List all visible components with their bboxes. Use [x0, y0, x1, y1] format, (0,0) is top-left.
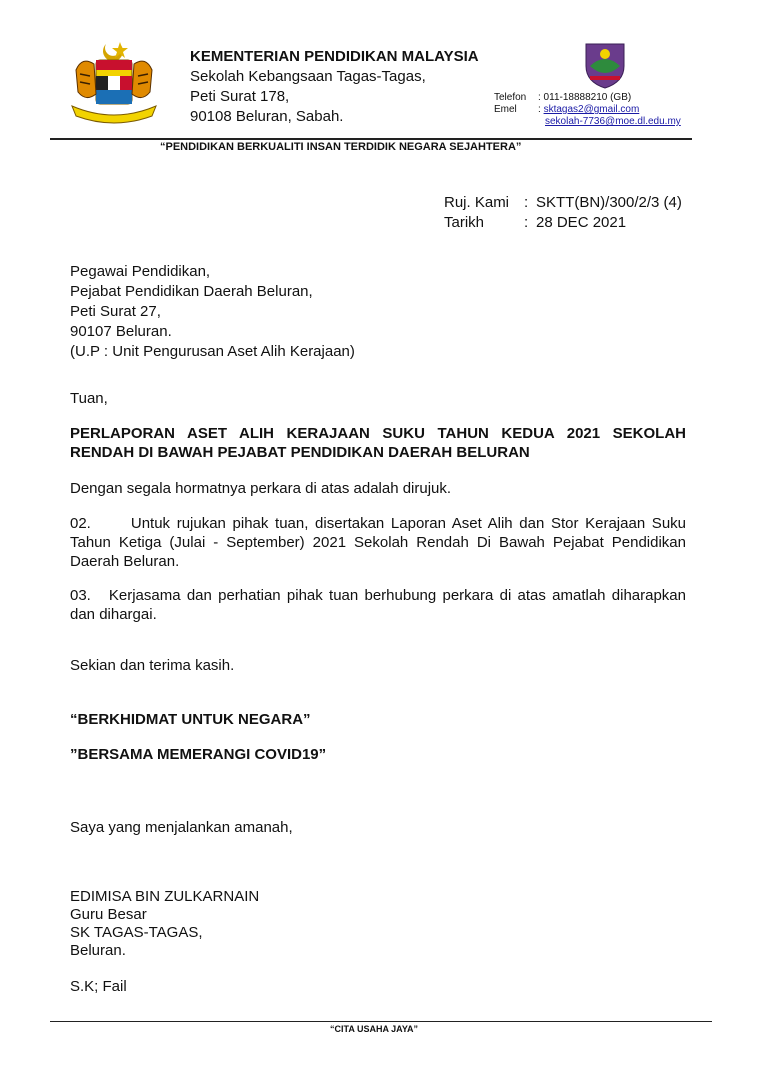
date-separator: :: [524, 214, 529, 231]
signature-block: [70, 888, 686, 960]
slogan-2: ”BERSAMA MEMERANGI COVID19”: [70, 746, 327, 763]
recipient-line: (U.P : Unit Pengurusan Aset Alih Kerajaan): [70, 343, 355, 360]
signatory-title: Guru Besar: [70, 906, 147, 923]
paragraph-3-text: Kerjasama dan perhatian pihak tuan berhubung perkara di atas amatlah diharapkan dan dihargai.: [70, 587, 686, 623]
recipient-line: Peti Surat 27,: [70, 303, 161, 320]
ministry-name: KEMENTERIAN PENDIDIKAN MALAYSIA: [190, 48, 479, 65]
signoff-line: Saya yang menjalankan amanah,: [70, 819, 293, 836]
paragraph-2-text: Untuk rujukan pihak tuan, disertakan Laporan Aset Alih dan Stor Kerajaan Suku Tahun Ketiga (Julai - September) 2021 Sekolah Rendah Di Bawah Pejabat Pendidikan Daerah Beluran.: [70, 515, 686, 570]
email-label: Emel: [494, 104, 517, 115]
recipient-line: Pejabat Pendidikan Daerah Beluran,: [70, 283, 313, 300]
subject: PERLAPORAN ASET ALIH KERAJAAN SUKU TAHUN KEDUA 2021 SEKOLAH RENDAH DI BAWAH PEJABAT PENDIDIKAN DAERAH BELURAN: [70, 425, 686, 461]
recipient-address: [70, 262, 355, 362]
date-label: Tarikh: [444, 214, 485, 231]
date-value: 28 DEC 2021: [536, 214, 627, 231]
school-shield-logo-icon: [580, 40, 630, 90]
signatory-school: SK TAGAS-TAGAS,: [70, 924, 203, 941]
signatory-place: Beluran.: [70, 942, 126, 959]
malaysia-coat-of-arms-icon: [66, 40, 162, 126]
recipient-line: 90107 Beluran.: [70, 323, 172, 340]
postcode-city: 90108 Beluran, Sabah.: [190, 108, 344, 125]
salutation: Tuan,: [70, 390, 108, 407]
footer-text: “CITA USAHA JAYA”: [330, 1024, 419, 1034]
phone-value: : 011-18888210 (GB): [538, 92, 632, 103]
motto-text: “PENDIDIKAN BERKUALITI INSAN TERDIDIK NEGARA SEJAHTERA”: [160, 141, 522, 153]
paragraph-2-number: 02.: [70, 515, 91, 532]
contact-labels: [494, 92, 526, 116]
ref-separator: :: [524, 194, 529, 211]
slogan-1: “BERKHIDMAT UNTUK NEGARA”: [70, 711, 311, 728]
phone-label: Telefon: [494, 92, 527, 103]
cc-line: S.K; Fail: [70, 978, 127, 995]
paragraph-3: [70, 586, 686, 624]
closing: Sekian dan terima kasih.: [70, 657, 235, 674]
paragraph-2: [70, 514, 686, 571]
email-link-2[interactable]: sekolah-7736@moe.dl.edu.my: [545, 116, 681, 127]
contact-values: : 011-18888210 (GB) : sktagas2@gmail.com sekolah-7736@moe.dl.edu.my: [538, 92, 681, 127]
school-name: Sekolah Kebangsaan Tagas-Tagas,: [190, 68, 426, 85]
signatory-name: EDIMISA BIN ZULKARNAIN: [70, 888, 260, 905]
letterhead-address: [190, 47, 479, 127]
recipient-line: Pegawai Pendidikan,: [70, 263, 211, 280]
ref-label: Ruj. Kami: [444, 194, 510, 211]
email-link-1[interactable]: sktagas2@gmail.com: [543, 104, 640, 115]
paragraph-1: Dengan segala hormatnya perkara di atas adalah dirujuk.: [70, 480, 452, 497]
footer-divider: [50, 1021, 712, 1022]
po-box: Peti Surat 178,: [190, 88, 290, 105]
header-divider: [50, 138, 692, 140]
reference-block: [444, 193, 682, 233]
ref-value: SKTT(BN)/300/2/3 (4): [536, 194, 682, 211]
paragraph-3-number: 03.: [70, 587, 91, 604]
